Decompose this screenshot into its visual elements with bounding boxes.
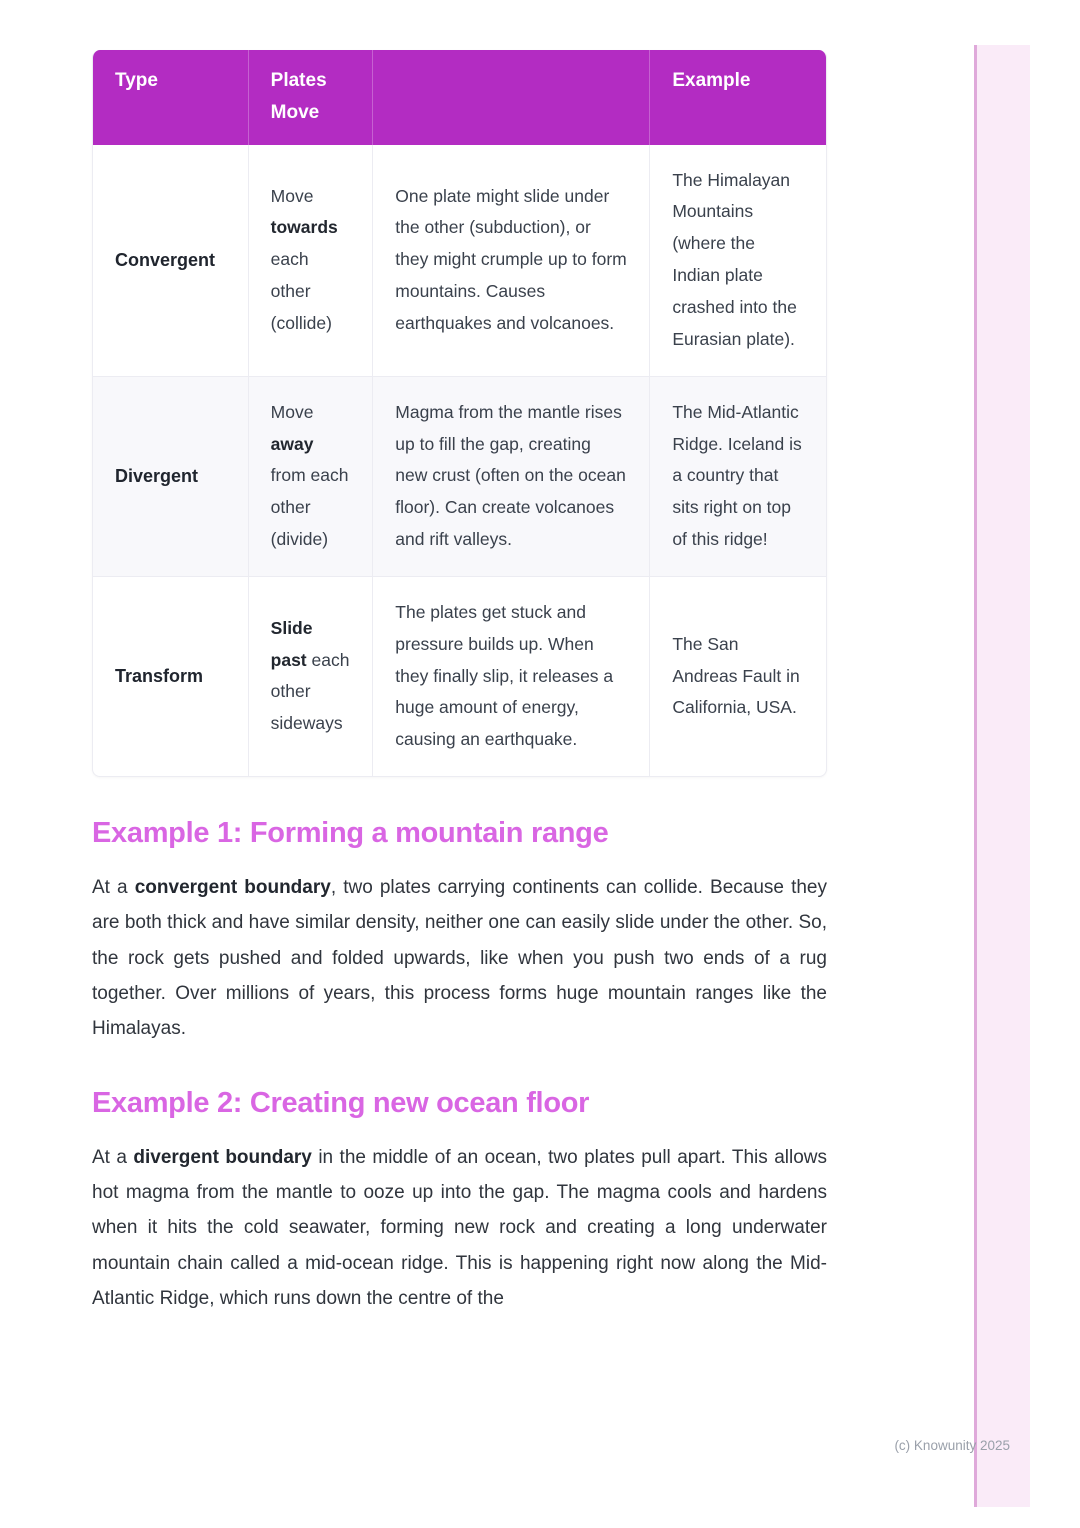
table-header-row bbox=[93, 50, 826, 145]
plates-move-cell bbox=[248, 577, 373, 776]
table-row-divergent bbox=[93, 377, 826, 577]
para-text-pre: At a bbox=[92, 1146, 134, 1168]
section-heading-example-1: Example 1: Forming a mountain range bbox=[92, 817, 609, 850]
plates-move-cell bbox=[248, 377, 373, 577]
move-text-bold: away bbox=[270, 433, 314, 454]
col-header-type: Type bbox=[93, 50, 248, 145]
col-header-example: Example bbox=[649, 50, 826, 145]
plates-move-cell bbox=[248, 145, 373, 377]
move-text-post: each other (collide) bbox=[270, 249, 332, 333]
move-text-bold: Slide past bbox=[270, 617, 313, 670]
description-cell: The plates get stuck and pressure builds up. When they finally slip, it releases a huge amount of energy, causing an earthquake. bbox=[372, 577, 649, 776]
description-cell: One plate might slide under the other (subduction), or they might crumple up to form mountains. Causes earthquakes and volcanoes. bbox=[372, 145, 649, 377]
para-text-bold: divergent boundary bbox=[133, 1146, 312, 1168]
type-cell: Transform bbox=[115, 666, 204, 687]
side-stripe bbox=[974, 45, 1030, 1507]
type-cell: Convergent bbox=[93, 145, 248, 377]
section-heading-example-2: Example 2: Creating new ocean floor bbox=[92, 1086, 590, 1119]
example-cell: The Mid-Atlantic Ridge. Iceland is a country that sits right on top of this ridge! bbox=[649, 377, 826, 577]
table-row-convergent bbox=[93, 145, 826, 377]
plate-boundaries-table bbox=[92, 50, 827, 777]
description-cell: Magma from the mantle rises up to fill the gap, creating new crust (often on the ocean floor). Can create volcanoes and rift valleys. bbox=[372, 377, 649, 577]
example-cell: The San Andreas Fault in California, USA. bbox=[649, 577, 826, 776]
table-row-transform bbox=[93, 577, 826, 776]
col-header-plates-move: Plates Move bbox=[248, 50, 373, 145]
para-text-bold: convergent boundary bbox=[134, 877, 331, 899]
move-text-post: each other sideways bbox=[270, 649, 350, 734]
move-text-pre: Move bbox=[270, 185, 314, 206]
para-text-post: , two plates carrying continents can collide. Because they are both thick and have similar density, neither one can easily slide under the other. So, the rock gets pushed and folded upwards, like when you push two ends of a rug together. Over millions of years, this process forms huge mountain ranges like the Himalayas. bbox=[92, 877, 827, 1040]
paragraph-example-2 bbox=[92, 1140, 827, 1317]
move-text-bold: towards bbox=[270, 217, 338, 238]
type-cell: Divergent bbox=[93, 377, 248, 577]
move-text-post: from each other (divide) bbox=[270, 465, 349, 550]
move-text-pre: Move bbox=[270, 401, 314, 422]
copyright-footer: (c) Knowunity 2025 bbox=[894, 1438, 1010, 1453]
document-content bbox=[92, 50, 827, 1316]
col-header-description bbox=[372, 50, 649, 145]
example-cell: The Himalayan Mountains (where the Indian plate crashed into the Eurasian plate). bbox=[649, 145, 826, 377]
table bbox=[93, 50, 826, 776]
para-text-pre: At a bbox=[92, 877, 135, 899]
paragraph-example-1 bbox=[92, 870, 827, 1047]
para-text-post: in the middle of an ocean, two plates pull apart. This allows hot magma from the mantle to ooze up into the gap. The magma cools and hardens when it hits the cold seawater, forming new rock and creating a long underwater mountain chain called a mid-ocean ridge. This is happening right now along the Mid-Atlantic Ridge, which runs down the centre of the bbox=[92, 1146, 827, 1310]
side-stripe-line bbox=[974, 45, 977, 1507]
